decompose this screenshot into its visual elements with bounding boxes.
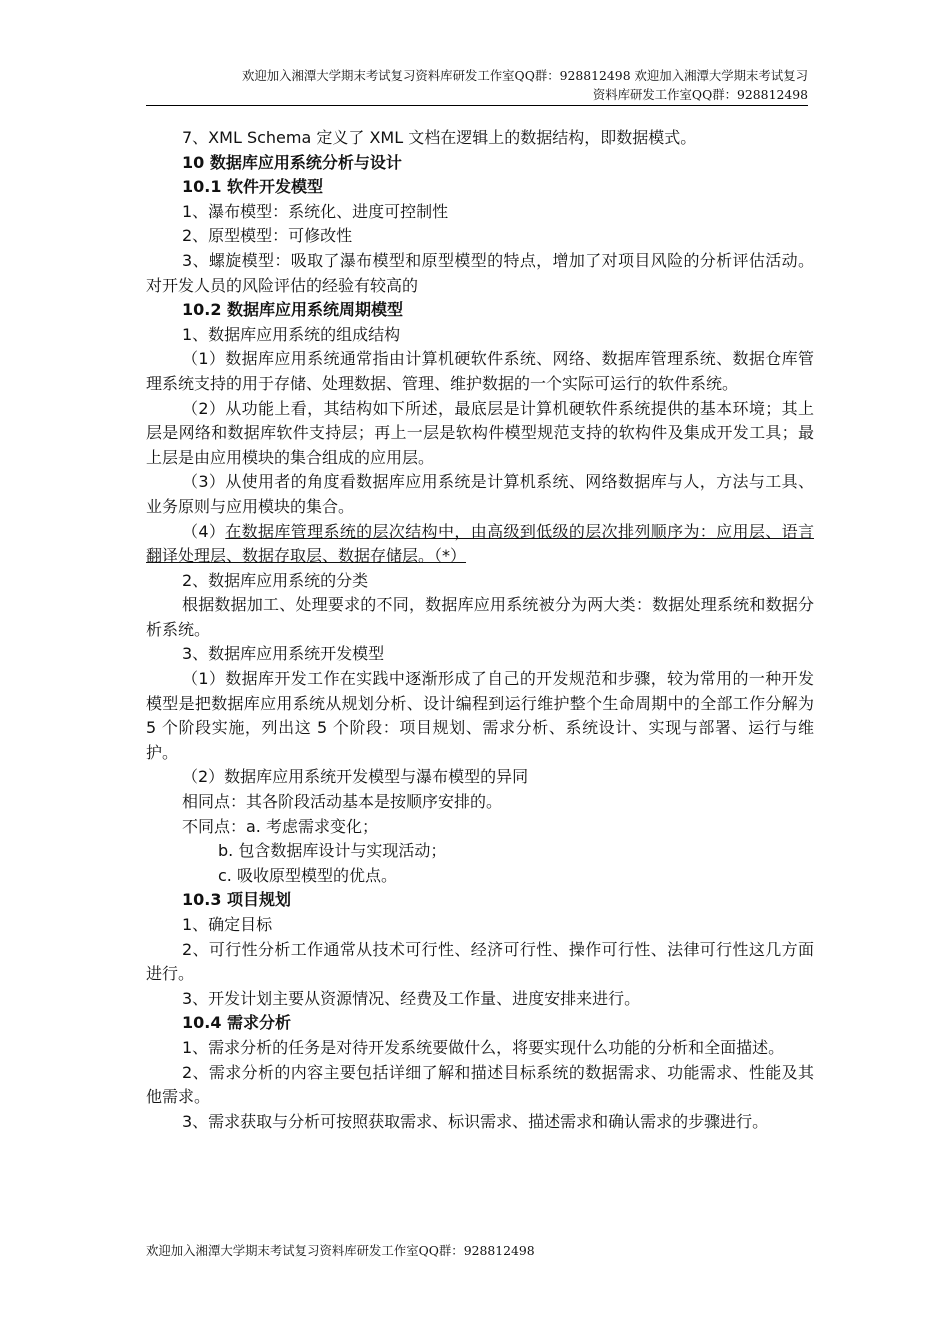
underlined-key-point: 在数据库管理系统的层次结构中，由高级到低级的层次排列顺序为：应用层、语言翻译处理层、数据存取层、数据存储层。（*） xyxy=(146,521,814,566)
paragraph-difference-c: c. 吸收原型模型的优点。 xyxy=(218,865,397,885)
paragraph-structure-4-prefix: （4） xyxy=(182,521,226,541)
paragraph-planning-1: 1、确定目标 xyxy=(182,915,273,934)
paragraph-prototype-model: 2、原型模型：可修改性 xyxy=(182,226,353,246)
paragraph-dev-model-2: （2）数据库应用系统开发模型与瀑布模型的异同 xyxy=(182,767,529,787)
paragraph-classification-title: 2、数据库应用系统的分类 xyxy=(182,570,369,590)
paragraph-dev-model-title: 3、数据库应用系统开发模型 xyxy=(182,644,385,664)
paragraph-requirements-2: 2、需求分析的内容主要包括详细了解和描述目标系统的数据需求、功能需求、性能及其他需求。 xyxy=(146,1062,814,1107)
paragraph-waterfall-model: 1、瀑布模型：系统化、进度可控制性 xyxy=(182,201,449,221)
paragraph-spiral-model: 3、螺旋模型：吸取了瀑布模型和原型模型的特点，增加了对项目风险的分析评估活动。对开发人员的风险评估的经验有较高的 xyxy=(146,250,814,295)
header-line-2: 资料库研发工作室QQ群：928812498 xyxy=(592,87,808,102)
paragraph-structure-title: 1、数据库应用系统的组成结构 xyxy=(182,324,401,344)
paragraph-structure-1: （1）数据库应用系统通常指由计算机硬软件系统、网络、数据库管理系统、数据仓库管理系统支持的用于存储、处理数据、管理、维护数据的一个实际可运行的软件系统。 xyxy=(146,349,814,393)
header-line-1: 欢迎加入湘潭大学期末考试复习资料库研发工作室QQ群：928812498 欢迎加入湘潭大学期末考试复习 xyxy=(241,68,808,83)
page-header xyxy=(146,66,808,106)
paragraph-xml-schema: 7、XML Schema 定义了 XML 文档在逻辑上的数据结构，即数据模式。 xyxy=(182,128,697,147)
paragraph-structure-4 xyxy=(146,520,814,569)
section-heading-10-3: 10.3 项目规划 xyxy=(182,890,292,910)
paragraph-planning-3: 3、开发计划主要从资源情况、经费及工作量、进度安排来进行。 xyxy=(182,988,641,1008)
paragraph-similarity: 相同点：其各阶段活动基本是按顺序安排的。 xyxy=(182,792,503,812)
section-heading-10-2: 10.2 数据库应用系统周期模型 xyxy=(182,300,404,320)
paragraph-dev-model-1: （1）数据库开发工作在实践中逐渐形成了自己的开发规范和步骤，较为常用的一种开发模型是把数据库应用系统从规划分析、设计编程到运行维护整个生命周期中的全部工作分解为 5 个阶段实施，列出这 5 个阶段：项目规划、需求分析、系统设计、实现与部署、运行与维护。 xyxy=(146,669,814,762)
paragraph-requirements-1: 1、需求分析的任务是对待开发系统要做什么，将要实现什么功能的分析和全面描述。 xyxy=(182,1037,785,1057)
page-footer: 欢迎加入湘潭大学期末考试复习资料库研发工作室QQ群：928812498 xyxy=(146,1243,535,1258)
paragraph-difference-a: 不同点：a. 考虑需求变化； xyxy=(182,816,378,836)
paragraph-structure-2: （2）从功能上看，其结构如下所述，最底层是计算机硬软件系统提供的基本环境；其上层是网络和数据库软件支持层；再上一层是软构件模型规范支持的软构件及集成开发工具；最上层是由应用模块的集合组成的应用层。 xyxy=(146,398,814,467)
paragraph-structure-3: （3）从使用者的角度看数据库应用系统是计算机系统、网络数据库与人，方法与工具、业务原则与应用模块的集合。 xyxy=(146,472,814,516)
paragraph-difference-b: b. 包含数据库设计与实现活动； xyxy=(218,841,447,861)
paragraph-requirements-3: 3、需求获取与分析可按照获取需求、标识需求、描述需求和确认需求的步骤进行。 xyxy=(182,1111,769,1131)
paragraph-planning-2: 2、可行性分析工作通常从技术可行性、经济可行性、操作可行性、法律可行性这几方面进行。 xyxy=(146,939,814,984)
document-body xyxy=(146,126,814,1134)
section-heading-10-1: 10.1 软件开发模型 xyxy=(182,177,324,197)
section-heading-10: 10 数据库应用系统分析与设计 xyxy=(182,152,402,172)
paragraph-classification-text: 根据数据加工、处理要求的不同，数据库应用系统被分为两大类：数据处理系统和数据分析系统。 xyxy=(146,595,814,639)
section-heading-10-4: 10.4 需求分析 xyxy=(182,1013,292,1033)
